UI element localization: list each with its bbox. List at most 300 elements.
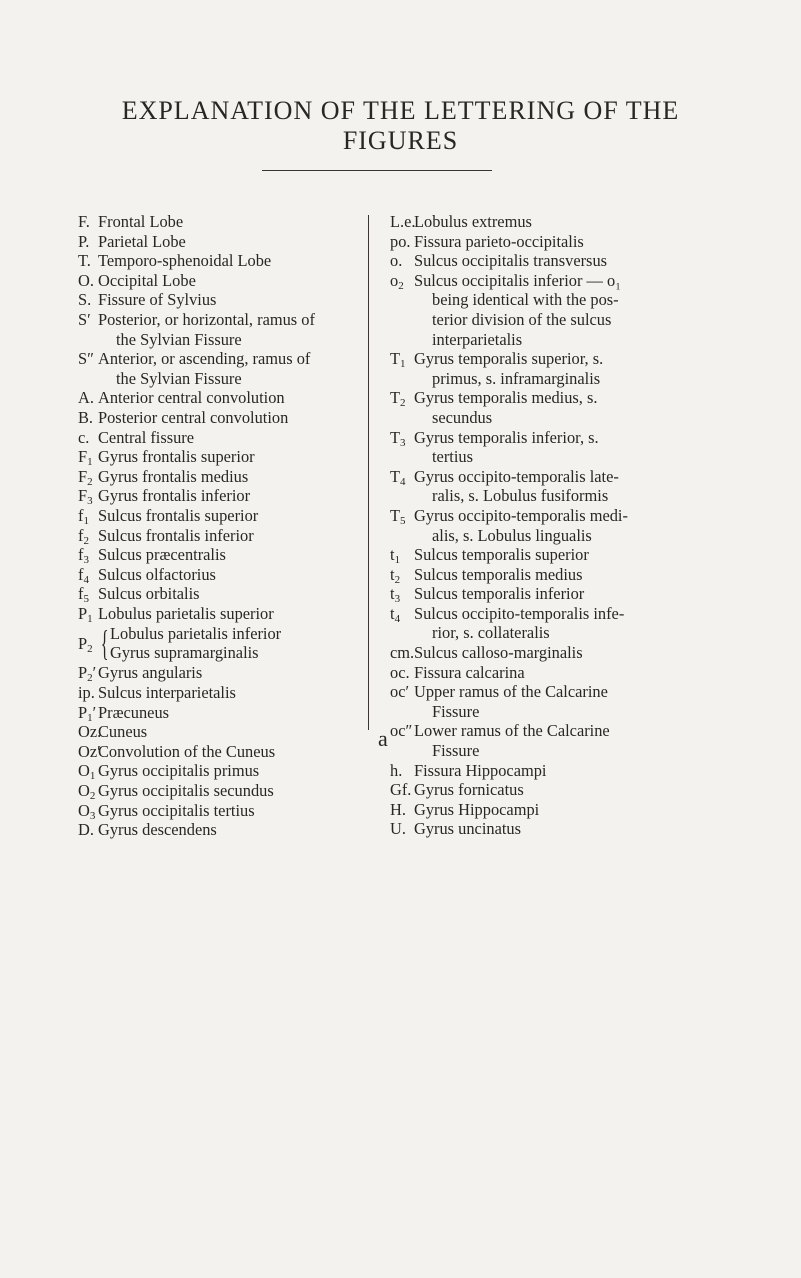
entry-description	[414, 800, 740, 820]
description-continuation: Fissure	[432, 701, 480, 721]
legend-entry	[78, 742, 350, 762]
description-text: Gyrus fornicatus	[414, 780, 524, 800]
legend-entry	[78, 604, 350, 624]
legend-entry	[78, 801, 350, 821]
symbol-letter: oc′	[390, 682, 410, 702]
entry-description	[98, 663, 350, 683]
entry-description	[98, 428, 350, 448]
entry-symbol	[390, 232, 414, 252]
description-text: Gyrus frontalis inferior	[98, 486, 251, 506]
description-continuation: the Sylvian Fissure	[116, 368, 242, 388]
entry-description	[98, 703, 350, 723]
legend-entry	[390, 251, 740, 271]
entry-symbol	[78, 349, 98, 369]
description-continuation: Fissure	[432, 741, 480, 761]
symbol-letter: f	[78, 564, 84, 584]
symbol-subscript: 2	[87, 475, 93, 488]
entry-description	[414, 467, 740, 506]
symbol-letter: P	[78, 633, 88, 653]
legend-entry	[390, 565, 740, 585]
description-continuation: rior, s. collateralis	[432, 623, 550, 643]
description-continuation: tertius	[432, 447, 473, 467]
symbol-subscript: 3	[87, 495, 93, 508]
symbol-letter: F	[78, 447, 88, 467]
entry-description	[98, 447, 350, 467]
entry-symbol	[78, 271, 98, 291]
description-continuation: terior division of the sulcus	[432, 309, 612, 329]
entry-symbol	[390, 506, 414, 526]
legend-entry	[78, 820, 350, 840]
description-text: Sulcus olfactorius	[98, 564, 216, 584]
description-text: Lobulus extremus	[414, 212, 532, 231]
entry-symbol	[78, 634, 98, 654]
symbol-letter: T	[390, 466, 401, 486]
entry-symbol	[78, 526, 98, 546]
entry-symbol	[78, 388, 98, 408]
symbol-prime: ′	[92, 702, 97, 722]
entry-description	[414, 584, 740, 604]
entry-symbol	[390, 819, 414, 839]
description-text: Gyrus frontalis medius	[98, 466, 249, 486]
symbol-letter: o.	[390, 251, 403, 271]
entry-description	[98, 545, 350, 565]
description-text: Gyrus angularis	[98, 663, 203, 683]
symbol-subscript: 5	[83, 593, 89, 606]
entry-description	[98, 486, 350, 506]
description-text: Gyrus descendens	[98, 820, 217, 840]
description-text: Sulcus præcentralis	[98, 545, 226, 565]
description-text: Gyrus supramarginalis	[110, 643, 259, 663]
entry-symbol	[78, 310, 98, 330]
entry-description	[98, 820, 350, 840]
left-column	[78, 212, 350, 840]
symbol-letter: T	[390, 388, 401, 408]
entry-symbol	[78, 290, 98, 310]
symbol-letter: t	[390, 564, 395, 584]
symbol-letter: Oz.	[78, 722, 102, 742]
description-text: Cuneus	[98, 722, 148, 742]
entry-symbol	[78, 722, 102, 742]
entry-description	[98, 408, 350, 428]
entry-symbol	[390, 780, 414, 800]
description-text: Occipital Lobe	[98, 270, 196, 290]
entry-symbol	[390, 251, 414, 271]
description-text: Fissura parieto-occipitalis	[414, 231, 584, 251]
entry-description	[414, 349, 740, 388]
legend-entry	[78, 545, 350, 565]
legend-entry	[390, 643, 740, 663]
entry-symbol	[390, 663, 414, 683]
entry-symbol	[390, 604, 414, 624]
entry-symbol	[390, 271, 414, 291]
symbol-subscript: 1	[83, 514, 89, 527]
entry-symbol	[390, 467, 414, 487]
entry-description	[414, 428, 740, 467]
entry-description	[98, 584, 350, 604]
symbol-letter: H.	[390, 799, 406, 819]
symbol-subscript: 3	[83, 554, 89, 567]
description-text: Gyrus frontalis superior	[98, 447, 255, 467]
symbol-letter: A.	[78, 388, 94, 408]
symbol-subscript: 1	[87, 711, 93, 724]
symbol-prime: ′	[92, 663, 97, 683]
legend-entry	[390, 232, 740, 252]
description-continuation: being identical with the pos-	[432, 290, 619, 310]
entry-symbol	[78, 741, 101, 762]
entry-symbol	[78, 486, 98, 506]
entry-symbol	[78, 801, 98, 821]
description-text: Sulcus temporalis medius	[414, 564, 583, 584]
legend-entry	[390, 584, 740, 604]
description-text: Sulcus occipito-temporalis infe-	[414, 603, 625, 623]
symbol-letter: T	[390, 427, 401, 447]
description-text: Fissura calcarina	[414, 662, 525, 682]
entry-description	[98, 290, 350, 310]
symbol-letter: f	[78, 584, 84, 604]
entry-symbol	[78, 703, 98, 723]
entry-description	[414, 761, 740, 781]
entry-description	[414, 780, 740, 800]
legend-entry	[78, 781, 350, 801]
legend-entry	[390, 819, 740, 839]
description-text: Sulcus frontalis superior	[98, 505, 259, 525]
entry-description	[414, 232, 740, 252]
symbol-letter: O	[78, 781, 90, 801]
legend-entry	[390, 506, 740, 545]
entry-symbol	[78, 565, 98, 585]
symbol-subscript: 4	[400, 475, 406, 488]
title-line-2: FIGURES	[342, 126, 459, 155]
legend-entry	[78, 565, 350, 585]
description-text: Sulcus temporalis inferior	[414, 584, 585, 604]
symbol-subscript: 2	[400, 397, 406, 410]
symbol-letter: T	[390, 349, 401, 369]
entry-symbol	[78, 545, 98, 565]
description-text: Anterior, or ascending, ramus of	[98, 349, 311, 369]
legend-entry	[78, 349, 350, 388]
legend-entry	[78, 310, 350, 349]
legend-entry	[390, 761, 740, 781]
description-continuation: primus, s. inframarginalis	[432, 368, 601, 388]
description-text: Sulcus interparietalis	[98, 683, 236, 703]
entry-description	[414, 251, 740, 271]
description-text: Sulcus orbitalis	[98, 584, 200, 604]
legend-entry	[390, 271, 740, 349]
symbol-letter: po.	[390, 231, 411, 251]
symbol-letter: P	[78, 663, 88, 683]
entry-symbol	[390, 721, 414, 741]
description-text: Lobulus parietalis inferior	[110, 623, 282, 643]
symbol-letter: O	[78, 761, 90, 781]
symbol-subscript: 3	[89, 809, 96, 822]
legend-entry	[390, 212, 740, 232]
entry-symbol	[78, 781, 98, 801]
legend-entry	[390, 388, 740, 427]
description-text: Parietal Lobe	[98, 231, 186, 251]
legend-entry	[78, 428, 350, 448]
entry-symbol	[390, 800, 414, 820]
entry-symbol	[390, 428, 414, 448]
entry-description	[414, 819, 740, 839]
page-signature-mark: a	[378, 726, 388, 751]
legend-entry	[78, 683, 350, 703]
symbol-letter: t	[390, 584, 395, 604]
title-line-1: EXPLANATION OF THE LETTERING OF THE	[121, 96, 680, 125]
symbol-letter: S′	[78, 309, 91, 329]
entry-symbol	[390, 761, 414, 781]
description-text: Præcuneus	[98, 702, 170, 722]
legend-entry	[78, 271, 350, 291]
symbol-subscript: 3	[394, 593, 401, 606]
entry-description	[98, 467, 350, 487]
entry-description	[414, 388, 740, 427]
description-continuation: alis, s. Lobulus lingualis	[432, 525, 592, 545]
symbol-letter: T.	[78, 251, 91, 271]
description-text: Anterior central convolution	[98, 388, 285, 408]
symbol-letter: o	[390, 270, 399, 290]
legend-entry	[390, 428, 740, 467]
legend-entry	[78, 526, 350, 546]
symbol-subscript: 5	[400, 514, 406, 527]
title-rule	[262, 170, 492, 171]
description-text: Gyrus occipitalis secundus	[98, 781, 274, 801]
description-text: Gyrus uncinatus	[414, 819, 521, 839]
description-text: Gyrus temporalis superior, s.	[414, 349, 604, 369]
entry-symbol	[78, 428, 98, 448]
description-text: Upper ramus of the Calcarine	[414, 682, 608, 702]
symbol-letter: t	[390, 545, 395, 565]
symbol-letter: P.	[78, 231, 90, 251]
description-text: Gyrus occipitalis primus	[98, 761, 260, 781]
entry-symbol	[390, 565, 414, 585]
entry-symbol	[78, 251, 98, 271]
entry-symbol	[78, 663, 98, 683]
entry-symbol	[78, 820, 98, 840]
symbol-letter: h.	[390, 760, 403, 780]
braced-descriptions	[110, 624, 281, 663]
entry-symbol	[390, 212, 414, 232]
entry-symbol	[78, 683, 98, 703]
symbol-letter: D.	[78, 820, 94, 840]
entry-description	[98, 506, 350, 526]
symbol-letter: f	[78, 505, 84, 525]
entry-description	[98, 565, 350, 585]
description-continuation: interparietalis	[432, 329, 523, 349]
description-text: Frontal Lobe	[98, 212, 184, 231]
symbol-letter: B.	[78, 407, 94, 427]
entry-description	[98, 310, 350, 349]
symbol-letter: c.	[78, 427, 90, 447]
description-text: Gyrus temporalis inferior, s.	[414, 427, 599, 447]
legend-entry	[78, 232, 350, 252]
column-divider	[368, 215, 369, 730]
description-text: Sulcus occipitalis transversus	[414, 251, 608, 271]
description-text: Fissure of Sylvius	[98, 290, 217, 310]
symbol-letter: f	[78, 545, 84, 565]
entry-symbol	[78, 761, 98, 781]
symbol-subscript: 2	[394, 573, 401, 586]
legend-entry	[390, 663, 740, 683]
description-text: Posterior central convolution	[98, 407, 289, 427]
entry-symbol	[78, 212, 98, 232]
description-text: Sulcus frontalis inferior	[98, 525, 254, 545]
entry-description	[414, 721, 740, 760]
symbol-letter: Gf.	[390, 780, 412, 800]
description-text: Temporo-sphenoidal Lobe	[98, 251, 272, 271]
symbol-subscript: 4	[83, 573, 89, 586]
symbol-letter: F.	[78, 212, 90, 231]
entry-description	[414, 643, 740, 663]
entry-description	[98, 801, 350, 821]
right-column	[390, 212, 740, 839]
entry-description	[98, 781, 350, 801]
symbol-letter: O	[78, 800, 90, 820]
entry-symbol	[78, 584, 98, 604]
entry-description	[414, 506, 740, 545]
entry-description	[414, 271, 740, 349]
symbol-letter: ip.	[78, 683, 95, 703]
legend-entry	[78, 506, 350, 526]
symbol-letter: cm.	[390, 643, 415, 663]
entry-symbol	[390, 388, 414, 408]
legend-entry	[78, 290, 350, 310]
legend-entry	[390, 800, 740, 820]
description-text: Gyrus occipito-temporalis medi-	[414, 505, 628, 525]
description-text: Gyrus occipito-temporalis late-	[414, 466, 619, 486]
symbol-subscript: 2	[87, 642, 93, 655]
entry-description	[414, 604, 740, 643]
legend-entry-braced	[78, 623, 350, 663]
symbol-subscript: 1	[394, 554, 401, 567]
legend-entry	[78, 584, 350, 604]
symbol-letter: P	[78, 702, 88, 722]
entry-description	[414, 212, 740, 232]
entry-symbol	[78, 232, 98, 252]
entry-description	[98, 761, 350, 781]
symbol-subscript: 1	[400, 358, 406, 371]
description-text: Posterior, or horizontal, ramus of	[98, 309, 315, 329]
legend-entry	[390, 467, 740, 506]
description-continuation: ralis, s. Lobulus fusiformis	[432, 486, 609, 506]
entry-symbol	[390, 349, 414, 369]
entry-symbol	[390, 545, 414, 565]
legend-entry	[78, 486, 350, 506]
description-text: Central fissure	[98, 427, 195, 447]
symbol-letter: L.e.	[390, 212, 416, 231]
entry-description	[98, 271, 350, 291]
symbol-subscript: 2	[89, 790, 96, 803]
symbol-letter: P	[78, 603, 88, 623]
legend-entry	[390, 780, 740, 800]
entry-description	[98, 742, 350, 762]
legend-entry	[390, 545, 740, 565]
entry-description	[98, 251, 350, 271]
page-title	[0, 96, 801, 156]
description-text: Gyrus temporalis medius, s.	[414, 388, 598, 408]
description-text: Gyrus occipitalis tertius	[98, 800, 255, 820]
entry-description	[414, 545, 740, 565]
entry-description	[98, 683, 350, 703]
entry-symbol	[78, 604, 98, 624]
entry-symbol	[78, 467, 98, 487]
entry-symbol	[78, 447, 98, 467]
legend-entry	[390, 682, 740, 721]
symbol-letter: O.	[78, 270, 94, 290]
symbol-subscript: 2	[87, 672, 93, 685]
entry-description	[98, 526, 350, 546]
entry-description	[98, 232, 350, 252]
symbol-subscript: 4	[394, 612, 401, 625]
description-text: Fissura Hippocampi	[414, 760, 547, 780]
legend-entry	[390, 721, 740, 760]
legend-entry	[78, 388, 350, 408]
symbol-subscript: 2	[398, 279, 404, 292]
description-text: Lobulus parietalis superior	[98, 603, 274, 623]
entry-symbol	[390, 584, 414, 604]
description-text: Sulcus calloso-marginalis	[414, 643, 583, 663]
legend-entry	[78, 663, 350, 683]
symbol-letter: F	[78, 466, 88, 486]
entry-description	[98, 349, 350, 388]
legend-entry	[390, 604, 740, 643]
entry-symbol	[390, 682, 414, 702]
entry-description	[414, 565, 740, 585]
symbol-subscript: 1	[89, 770, 96, 783]
legend-entry	[78, 251, 350, 271]
description-text: Lower ramus of the Calcarine	[414, 721, 610, 741]
symbol-letter: oc″	[390, 721, 413, 741]
symbol-letter: t	[390, 603, 395, 623]
entry-description	[98, 388, 350, 408]
symbol-subscript: 2	[83, 534, 89, 547]
symbol-letter: oc.	[390, 662, 410, 682]
entry-description	[98, 212, 350, 232]
symbol-letter: f	[78, 525, 84, 545]
entry-description	[414, 663, 740, 683]
legend-entry	[78, 467, 350, 487]
description-text: Gyrus Hippocampi	[414, 799, 540, 819]
description-text: Convolution of the Cuneus	[98, 741, 276, 761]
symbol-subscript: 3	[400, 436, 406, 449]
legend-entry	[78, 408, 350, 428]
description-continuation: the Sylvian Fissure	[116, 329, 242, 349]
description-continuation: secundus	[432, 407, 493, 427]
entry-symbol	[390, 643, 414, 663]
symbol-subscript: 1	[87, 456, 93, 469]
entry-description	[414, 682, 740, 721]
symbol-subscript: 1	[87, 612, 93, 625]
entry-description	[98, 722, 350, 742]
symbol-letter: U.	[390, 819, 406, 839]
curly-brace-icon: {	[100, 623, 109, 664]
legend-entry	[78, 703, 350, 723]
symbol-letter: S″	[78, 349, 94, 369]
entry-symbol	[78, 506, 98, 526]
legend-entry	[78, 447, 350, 467]
symbol-letter: F	[78, 486, 88, 506]
legend-entry	[390, 349, 740, 388]
legend-entry	[78, 722, 350, 742]
symbol-letter: T	[390, 505, 401, 525]
legend-entry	[78, 212, 350, 232]
symbol-letter: S.	[78, 290, 92, 310]
legend-entry	[78, 761, 350, 781]
description-text: Sulcus occipitalis inferior — o₁	[414, 270, 621, 290]
entry-symbol	[78, 408, 98, 428]
entry-description	[98, 604, 350, 624]
symbol-letter: Oz′	[78, 741, 101, 761]
description-text: Sulcus temporalis superior	[414, 545, 589, 565]
